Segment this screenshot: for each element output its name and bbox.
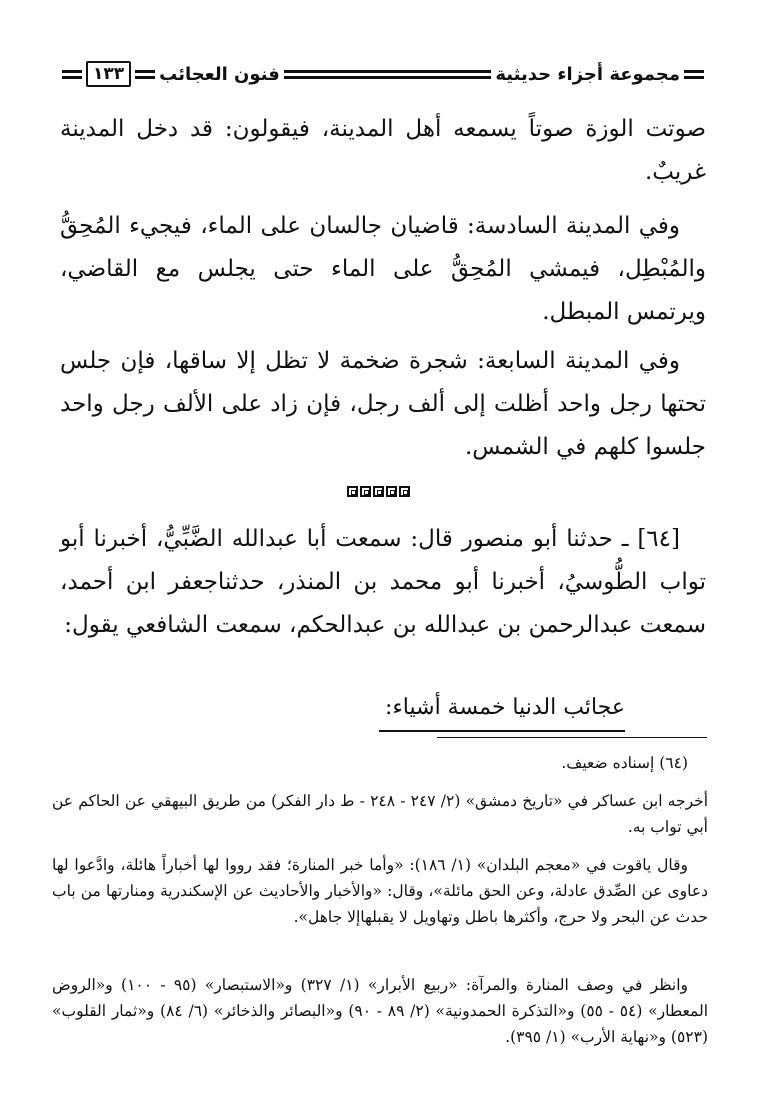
paragraph-4-text: [٦٤] ـ حدثنا أبو منصور قال: سمعت أبا عبدالله الضَّبِّيُّ، أخبرنا أبو تواب الطُّوسيُ، أخبرنا أبو محمد بن المنذر، حدثناجعفر ابن أحمد، سمعت عبدالرحمن بن عبدالله بن عبدالحكم، سمعت الشافعي يقول:	[60, 526, 706, 638]
paragraph-1	[60, 108, 706, 194]
header-rule-middle	[284, 70, 492, 79]
ornament-square	[347, 486, 358, 497]
ornament-square	[399, 486, 410, 497]
running-header	[58, 60, 708, 88]
header-rule-short	[135, 70, 155, 79]
page-number: ١٣٣	[86, 61, 131, 87]
footnote-1: (٦٤) إسناده ضعيف.	[561, 754, 688, 772]
footnote-3-block	[52, 852, 708, 930]
footnote-separator	[437, 737, 707, 738]
ornament-square	[386, 486, 397, 497]
footnote-2-block	[52, 788, 708, 840]
paragraph-2-text: وفي المدينة السادسة: قاضيان جالسان على الماء، فيجيء المُحِقُّ والمُبْطِل، فيمشي المُحِقُّ على الماء حتى يجلس مع القاضي، ويرتمس المبطل.	[60, 213, 706, 325]
paragraph-4	[60, 518, 706, 647]
footnote-3: وقال ياقوت في «معجم البلدان» (١/ ١٨٦): «وأما خبر المنارة؛ فقد رووا لها أخباراً هائلة، وادَّعوا لها دعاوى عن الصِّدق عادلة، وعن الحق مائلة»، وقال: «والأخبار والأحاديث عن الإسكندرية ومنارتها من باب حدث عن البحر ولا حرج، وأكثرها باطل وتهاويل لا يقبلهاإلا جاهل».	[52, 856, 708, 926]
footnote-2: أخرجه ابن عساكر في «تاريخ دمشق» (٢/ ٢٤٧ - ٢٤٨ - ط دار الفكر) من طريق البيهقي عن الحاكم عن أبي تواب به.	[52, 792, 709, 836]
paragraph-3-text: وفي المدينة السابعة: شجرة ضخمة لا تظل إلا ساقها، فإن جلس تحتها رجل واحد أظلت إلى ألف رجل، فإن زاد على الألف رجل واحد جلسوا كلهم في الشمس.	[60, 348, 706, 460]
footnote-4: وانظر في وصف المنارة والمرآة: «ربيع الأبرار» (١/ ٣٢٧) و«الاستبصار» (٩٥ - ١٠٠) و«الروض المعطار» (٥٤ - ٥٥) و«التذكرة الحمدونية» (٢/ ٨٩ - ٩٠) و«البصائر والذخائر» (٦/ ٨٤) و«ثمار القلوب» (٥٢٣) و«نهاية الأرب» (١/ ٣٩٥).	[52, 976, 709, 1046]
ornament-square	[360, 486, 371, 497]
footnotes	[52, 750, 708, 776]
header-rule-left	[62, 70, 82, 79]
paragraph-2	[60, 205, 706, 334]
header-rule-right	[684, 70, 704, 79]
footnote-4-block	[52, 972, 708, 1050]
paragraph-1-text: صوتت الوزة صوتاً يسمعه أهل المدينة، فيقولون: قد دخل المدينة غريبٌ.	[60, 116, 706, 185]
section-divider-ornament	[0, 482, 757, 501]
book-title: مجموعة أجزاء حديثية	[495, 63, 680, 85]
subheading: عجائب الدنيا خمسة أشياء:	[379, 688, 625, 732]
ornament-square	[373, 486, 384, 497]
section-title: فنون العجائب	[159, 63, 280, 85]
paragraph-3	[60, 340, 706, 469]
